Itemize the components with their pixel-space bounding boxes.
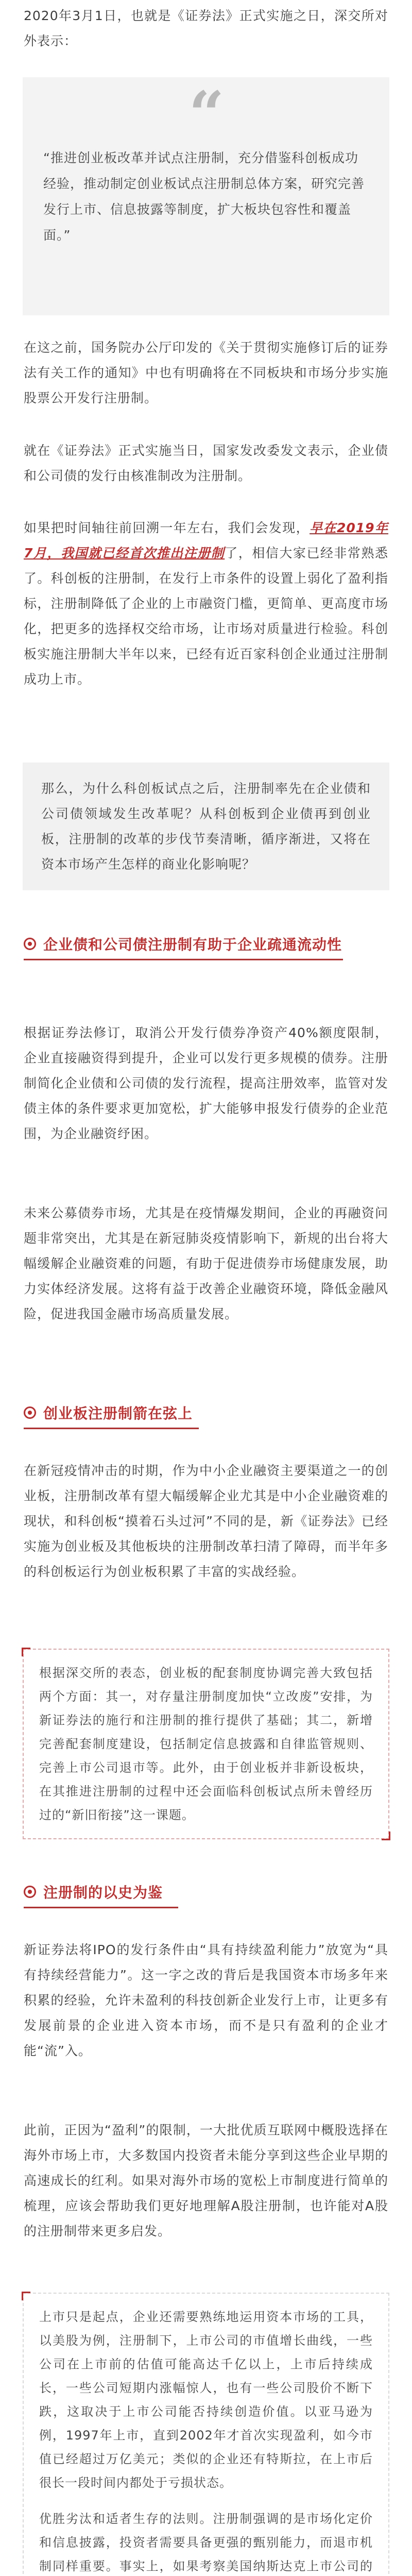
history-box <box>23 2293 389 2576</box>
quote-text: “推进创业板改革并试点注册制，充分借鉴科创板成功经验，推动制定创业板试点注册制总体方案，研究完善发行上市、信息披露等制度，扩大板块包容性和覆盖面。” <box>43 150 365 243</box>
section-heading-2 <box>24 1401 388 1426</box>
history-box-text-1: 上市只是起点，企业还需要熟练地运用资本市场的工具，以美股为例，注册制下，上市公司的市值增长曲线，一些公司在上市前的估值可能高达千亿以上，上市后持续成长，一些公司短期内涨幅惊人，也有一些公司股价不断下跌，这取决于上市公司能否持续创造价值。以亚马逊为例，1997年上市，直到2002年才首次实现盈利，如今市值已经超过万亿美元；类似的企业还有特斯拉，在上市后很长一段时间内都处于亏损状态。 <box>39 2310 373 2490</box>
section-1-paragraph-1: 根据证券法修订，取消公开发行债券净资产40%额度限制，企业直接融资得到提升，企业可以发行更多规模的债券。注册制简化企业债和公司债的发行流程，提高注册效率，监管对发债主体的条件要求更加宽松，扩大能够申报发行债券的企业范围，为企业融资纾困。 <box>24 1025 388 1141</box>
section-heading-3-text: 注册制的以史为鉴 <box>43 1884 163 1901</box>
section-bullet-icon <box>24 1406 36 1419</box>
section-bullet-icon <box>24 1886 36 1898</box>
paragraph-2: 就在《证券法》正式实施当日，国家发改委发文表示，企业债和公司债的发行由核准制改为注册制。 <box>24 443 388 483</box>
section-heading-underline <box>24 959 343 960</box>
section-1-paragraph-2: 未来公募债券市场，尤其是在疫情爆发期间，企业的再融资问题非常突出，尤其是在新冠肺炎疫情影响下，新规的出台将大幅缓解企业融资难的问题，有助于促进债券市场健康发展，助力实体经济发展。这将有益于改善企业融资环境，降低金融风险，促进我国金融市场高质量发展。 <box>24 1206 388 1321</box>
question-highlight-text: 那么，为什么科创板试点之后，注册制率先在企业债和公司债领域发生改革呢？从科创板到企业债再到创业板，注册制的改革的步伐节奏清晰，循序渐进，又将在资本市场产生怎样的商业化影响呢？ <box>41 781 371 872</box>
section-heading-3 <box>24 1880 388 1905</box>
section-3-paragraph-2: 此前，正因为“盈利”的限制，一大批优质互联网中概股选择在海外市场上市，大多数国内投资者未能分享到这些企业早期的高速成长的红利。如果对海外市场的宽松上市制度进行简单的梳理，应该会帮助我们更好地理解A股注册制，也许能对A股的注册制带来更多启发。 <box>24 2123 388 2239</box>
frame-corner-icon <box>22 2292 30 2300</box>
history-box-text-2: 优胜劣汰和适者生存的法则。注册制强调的是市场化定价和信息披露，投资者需要具备更强的甄别能力，而退市机制同样重要。事实上，如果考察美国纳斯达克上市公司的 <box>39 2512 373 2573</box>
framed-note-text: 根据深交所的表态，创业板的配套制度协调完善大致包括两个方面：其一，对存量注册制度加快“立改废”安排，为新证券法的施行和注册制的推行提供了基础；其二，新增完善配套制度建设，包括制定信息披露和自律监管规则、完善上市公司退市等。此外，由于创业板并非新设板块，在其推进注册制的过程中还会面临科创板试点所未曾经历过的“新旧衔接”这一课题。 <box>39 1666 373 1822</box>
quote-box <box>23 77 389 315</box>
paragraph-3-before: 如果把时间轴往前回溯一年左右，我们会发现， <box>24 520 310 535</box>
paragraph-3 <box>24 515 388 692</box>
section-2-paragraph-1: 在新冠疫情冲击的时期，作为中小企业融资主要渠道之一的创业板，注册制改革有望大幅缓解企业尤其是中小企业融资难的现状，和科创板“摸着石头过河”不同的是，新《证券法》已经实施为创业板及其他板块的注册制改革扫清了障碍，而半年多的科创板运行为创业板积累了丰富的实战经验。 <box>24 1463 388 1579</box>
section-heading-2-text: 创业板注册制箭在弦上 <box>43 1405 193 1422</box>
section-heading-underline <box>24 1428 199 1429</box>
paragraph-1: 在这之前，国务院办公厅印发的《关于贯彻实施修订后的证券法有关工作的通知》中也有明确将在不同板块和市场分步实施股票公开发行注册制。 <box>24 340 388 405</box>
frame-corner-icon <box>382 1832 390 1840</box>
frame-corner-icon <box>22 1648 30 1656</box>
section-heading-1 <box>24 933 388 957</box>
section-3-paragraph-1: 新证券法将IPO的发行条件由“具有持续盈利能力”放宽为“具有持续经营能力”。这一字之改的背后是我国资本市场多年来积累的经验，允许未盈利的科技创新企业发行上市，让更多有发展前景的企业进入资本市场，而不是只有盈利的企业才能“流”入。 <box>24 1942 388 2058</box>
framed-note-box <box>23 1649 389 1839</box>
section-bullet-icon <box>24 938 36 950</box>
paragraph-3-emphasis: 早在2019年7月，我国就已经首次推出注册制 <box>24 520 388 561</box>
quote-mark-icon: “ <box>188 78 225 150</box>
paragraph-3-after: 了，相信大家已经非常熟悉了。科创板的注册制，在发行上市条件的设置上弱化了盈利指标，注册制降低了企业的上市融资门槛，更简单、更高度市场化，把更多的选择权交给市场，让市场对质量进行检验。科创板实施注册制大半年以来，已经有近百家科创企业通过注册制成功上市。 <box>24 546 388 687</box>
intro-paragraph: 2020年3月1日，也就是《证券法》正式实施之日，深交所对外表示： <box>24 8 388 48</box>
section-heading-1-text: 企业债和公司债注册制有助于企业疏通流动性 <box>43 936 342 953</box>
section-heading-underline <box>24 1907 178 1908</box>
question-highlight-box <box>23 762 389 890</box>
